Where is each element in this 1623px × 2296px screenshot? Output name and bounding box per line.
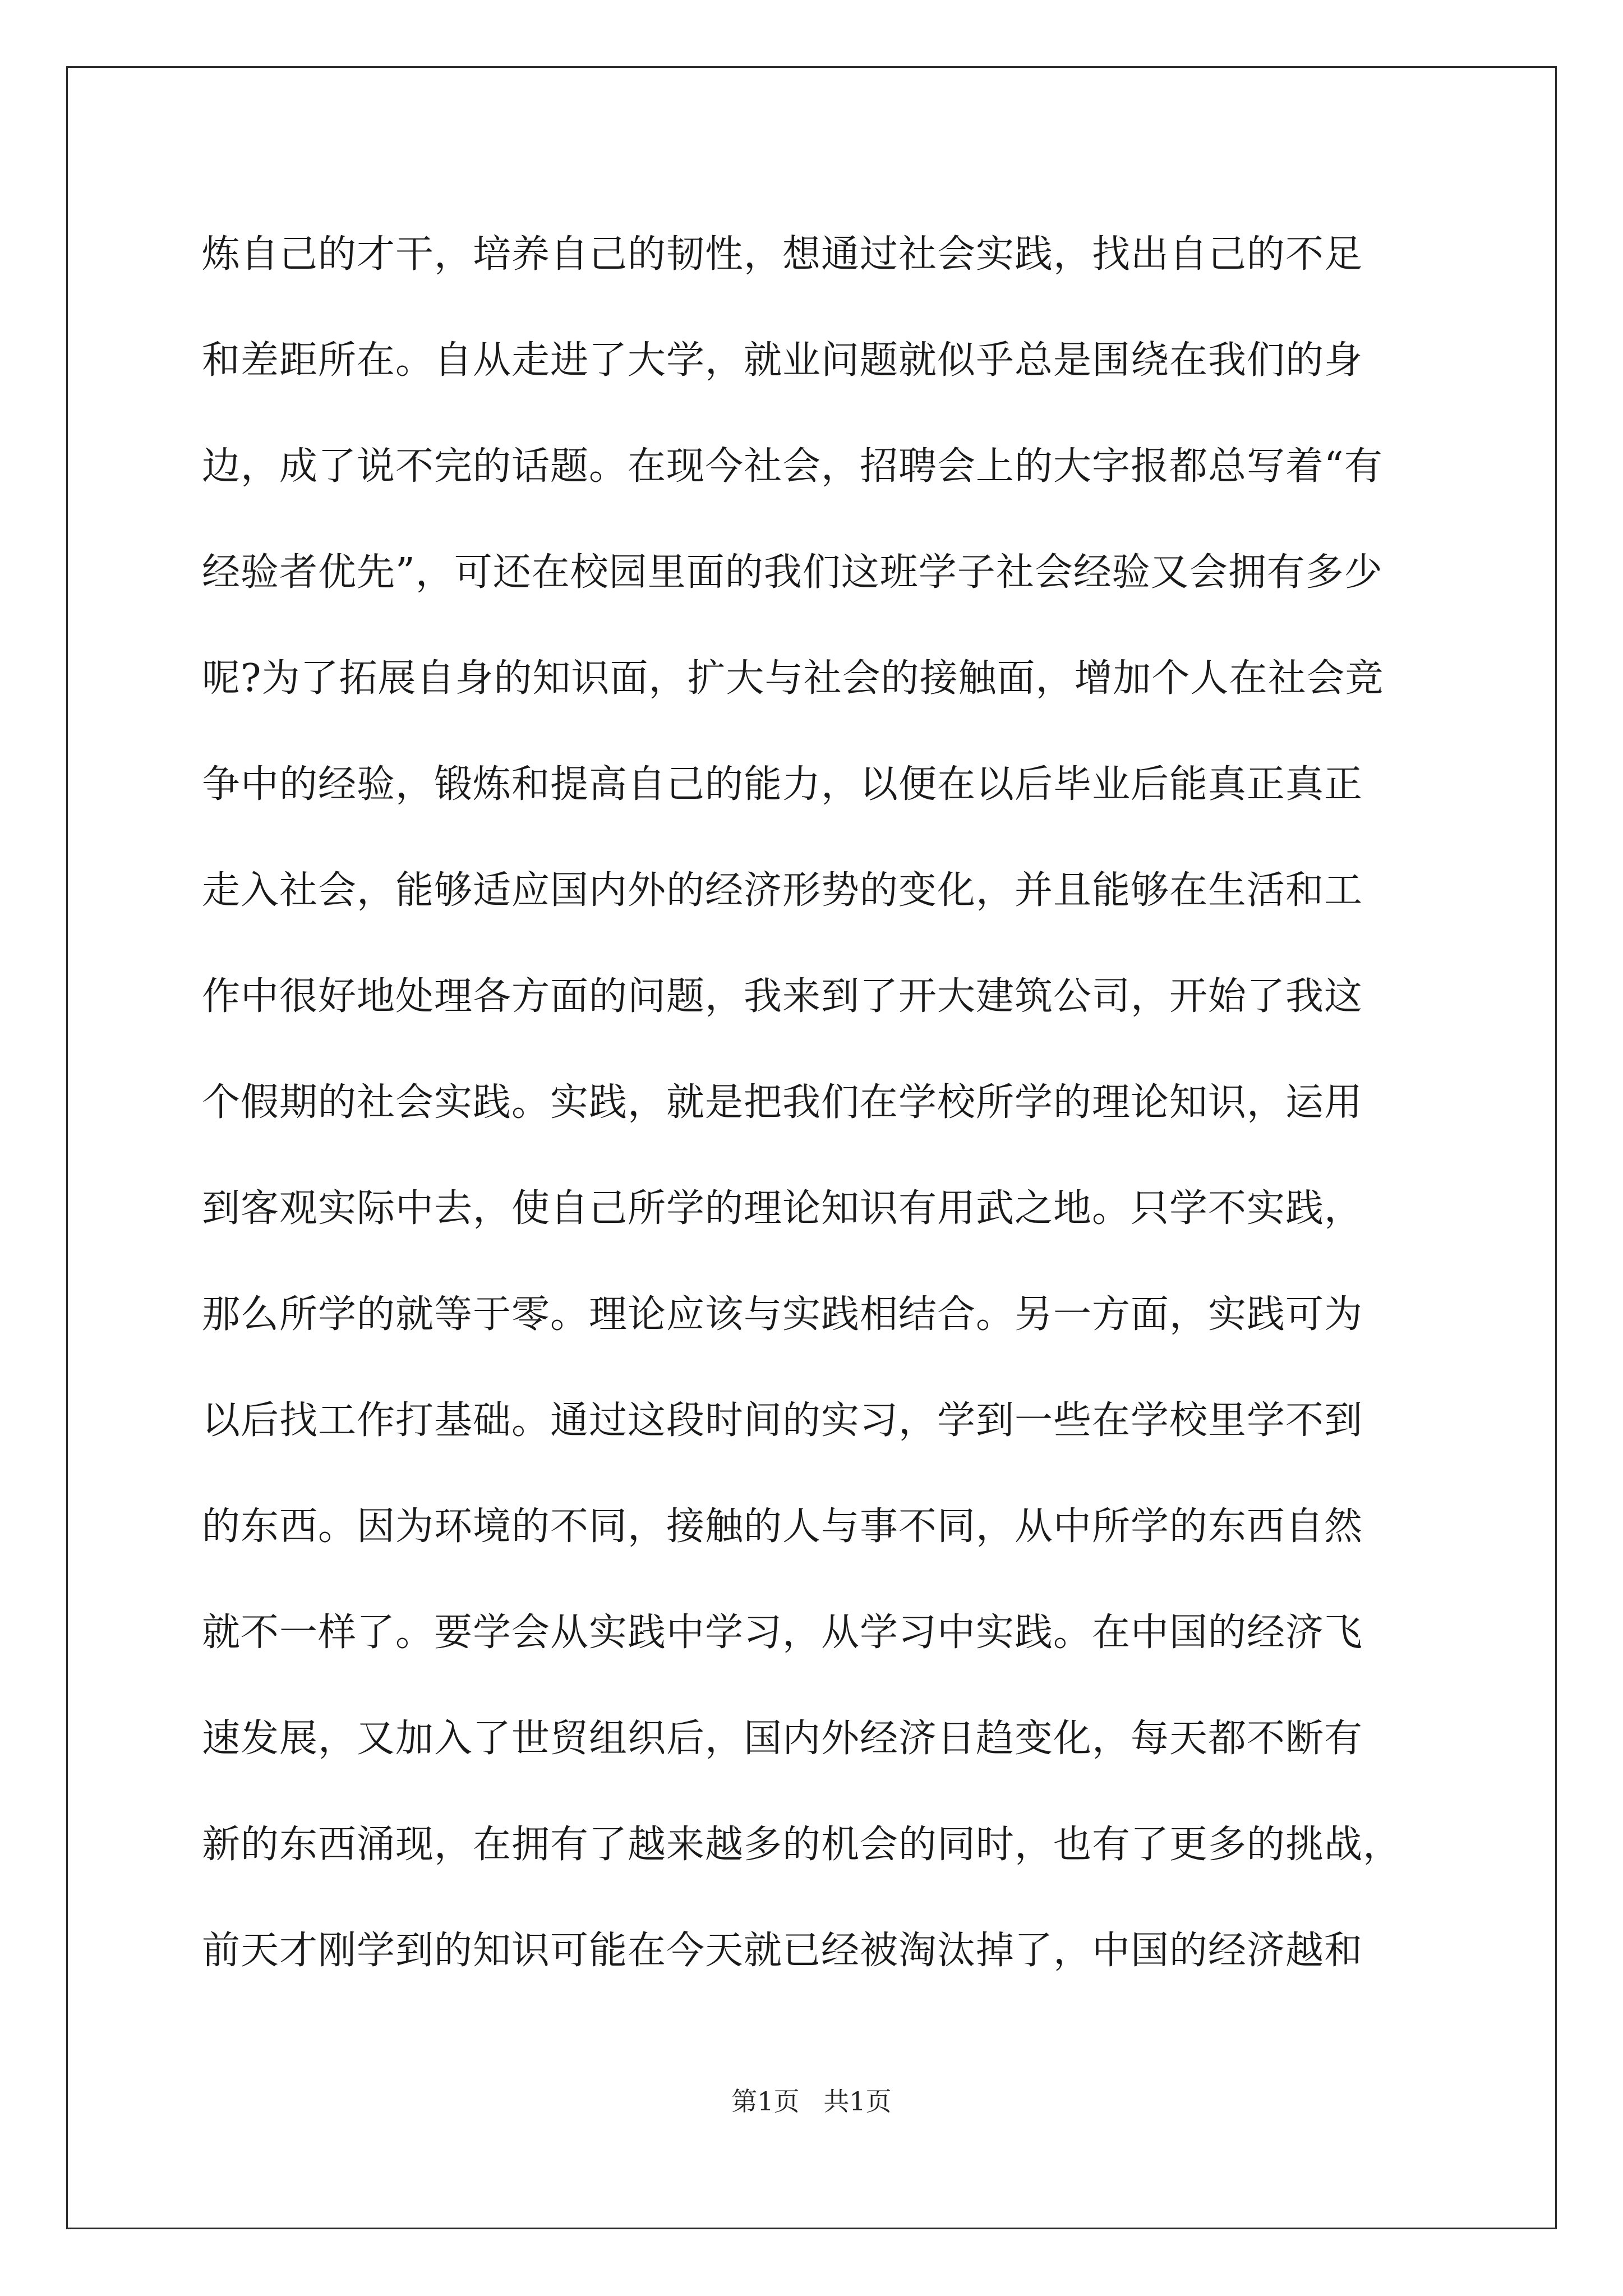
text-line: 呢?为了拓展自身的知识面，扩大与社会的接触面，增加个人在社会竞 [202,656,1384,701]
text-line: 到客观实际中去，使自己所学的理论知识有用武之地。只学不实践， [202,1186,1363,1231]
text-line: 经验者优先”，可还在校园里面的我们这班学子社会经验又会拥有多少 [202,550,1383,595]
text-line: 以后找工作打基础。通过这段时间的实习，学到一些在学校里学不到 [202,1398,1363,1443]
text-line: 边，成了说不完的话题。在现今社会，招聘会上的大字报都总写着“有 [202,444,1383,489]
text-line: 前天才刚学到的知识可能在今天就已经被淘汰掉了，中国的经济越和 [202,1929,1363,1973]
text-line: 争中的经验，锻炼和提高自己的能力，以便在以后毕业后能真正真正 [202,762,1363,807]
text-line: 的东西。因为环境的不同，接触的人与事不同，从中所学的东西自然 [202,1504,1363,1549]
page-footer [0,2085,1623,2118]
text-line: 那么所学的就等于零。理论应该与实践相结合。另一方面，实践可为 [202,1292,1363,1337]
page-total: 共1页 [823,2086,892,2116]
text-line: 作中很好地处理各方面的问题，我来到了开大建筑公司，开始了我这 [202,974,1363,1019]
text-line: 就不一样了。要学会从实践中学习，从学习中实践。在中国的经济飞 [202,1611,1363,1655]
text-line: 和差距所在。自从走进了大学，就业问题就似乎总是围绕在我们的身 [202,338,1363,383]
page-number: 第1页 [731,2086,800,2116]
text-line: 炼自己的才干，培养自己的韧性，想通过社会实践，找出自己的不足 [202,232,1363,277]
text-line: 新的东西涌现，在拥有了越来越多的机会的同时，也有了更多的挑战， [202,1823,1402,1867]
text-line: 个假期的社会实践。实践，就是把我们在学校所学的理论知识，运用 [202,1080,1363,1125]
text-line: 速发展，又加入了世贸组织后，国内外经济日趋变化，每天都不断有 [202,1717,1363,1761]
text-line: 走入社会，能够适应国内外的经济形势的变化，并且能够在生活和工 [202,868,1363,913]
